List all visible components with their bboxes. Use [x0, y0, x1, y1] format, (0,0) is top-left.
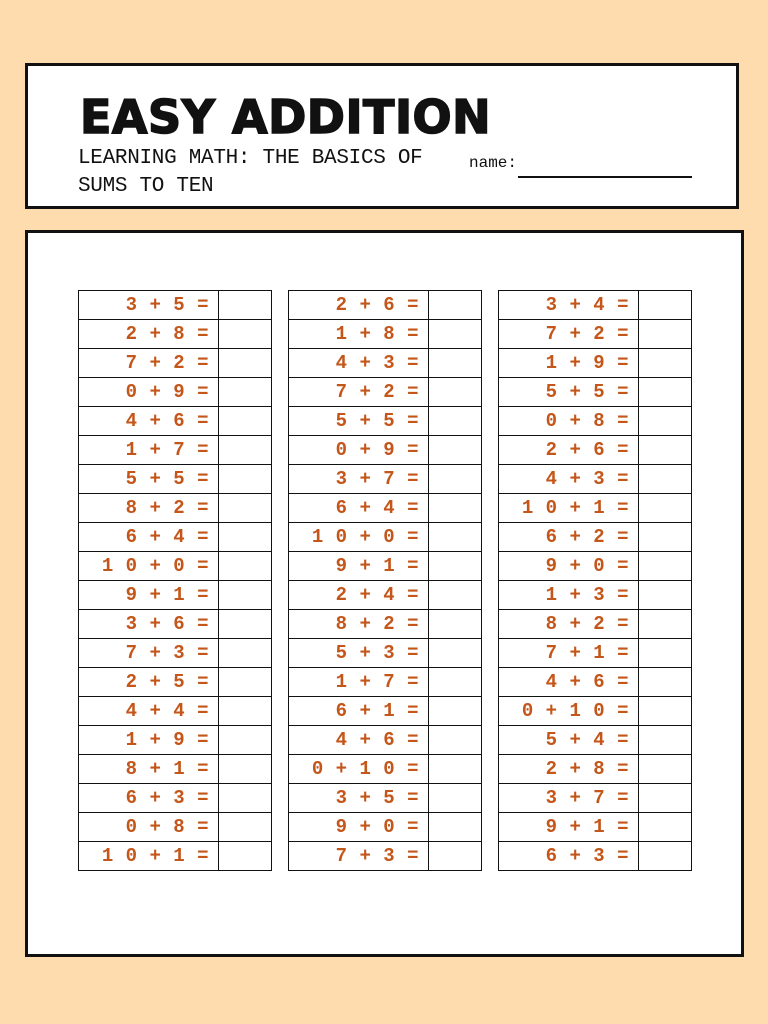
- equation: 2 + 6 =: [499, 436, 639, 465]
- answer-box[interactable]: [219, 668, 272, 697]
- equation: 1 + 8 =: [289, 320, 429, 349]
- equation: 9 + 1 =: [499, 813, 639, 842]
- answer-box[interactable]: [429, 813, 482, 842]
- answer-box[interactable]: [429, 349, 482, 378]
- equation: 0 + 9 =: [289, 436, 429, 465]
- answer-box[interactable]: [639, 552, 692, 581]
- problem-row: [79, 523, 272, 552]
- problem-row: [289, 639, 482, 668]
- problem-row: [79, 349, 272, 378]
- problem-row: [79, 407, 272, 436]
- problem-row: [79, 697, 272, 726]
- problem-row: [289, 552, 482, 581]
- equation: 1 + 7 =: [289, 668, 429, 697]
- equation: 5 + 5 =: [79, 465, 219, 494]
- answer-box[interactable]: [429, 581, 482, 610]
- answer-box[interactable]: [429, 407, 482, 436]
- problem-row: [499, 407, 692, 436]
- equation: 6 + 4 =: [289, 494, 429, 523]
- problem-row: [499, 784, 692, 813]
- equation: 2 + 5 =: [79, 668, 219, 697]
- problem-row: [289, 494, 482, 523]
- problem-row: [79, 668, 272, 697]
- equation: 3 + 4 =: [499, 291, 639, 320]
- problem-row: [499, 320, 692, 349]
- equation: 3 + 5 =: [79, 291, 219, 320]
- answer-box[interactable]: [219, 407, 272, 436]
- answer-box[interactable]: [429, 494, 482, 523]
- answer-box[interactable]: [429, 436, 482, 465]
- answer-box[interactable]: [219, 610, 272, 639]
- problem-row: [289, 581, 482, 610]
- equation: 9 + 1 =: [79, 581, 219, 610]
- answer-box[interactable]: [639, 291, 692, 320]
- answer-box[interactable]: [639, 726, 692, 755]
- name-input-line[interactable]: [518, 176, 692, 178]
- equation: 9 + 0 =: [289, 813, 429, 842]
- problem-column-3: [498, 290, 692, 871]
- equation: 1 + 9 =: [499, 349, 639, 378]
- answer-box[interactable]: [429, 610, 482, 639]
- problem-row: [499, 378, 692, 407]
- answer-box[interactable]: [639, 813, 692, 842]
- answer-box[interactable]: [219, 842, 272, 871]
- problem-row: [499, 813, 692, 842]
- problem-row: [499, 668, 692, 697]
- equation: 1 + 3 =: [499, 581, 639, 610]
- equation: 6 + 1 =: [289, 697, 429, 726]
- equation: 1 0 + 1 =: [499, 494, 639, 523]
- problem-column-1: [78, 290, 272, 871]
- equation: 1 + 7 =: [79, 436, 219, 465]
- equation: 1 0 + 1 =: [79, 842, 219, 871]
- problem-row: [289, 465, 482, 494]
- answer-box[interactable]: [639, 668, 692, 697]
- problem-row: [499, 436, 692, 465]
- header-box: [25, 63, 739, 209]
- equation: 0 + 9 =: [79, 378, 219, 407]
- problem-row: [79, 726, 272, 755]
- answer-box[interactable]: [639, 755, 692, 784]
- problem-row: [289, 291, 482, 320]
- equation: 5 + 4 =: [499, 726, 639, 755]
- equation: 7 + 2 =: [289, 378, 429, 407]
- equation: 8 + 2 =: [499, 610, 639, 639]
- problem-row: [79, 552, 272, 581]
- problem-row: [79, 842, 272, 871]
- answer-box[interactable]: [429, 755, 482, 784]
- answer-box[interactable]: [429, 378, 482, 407]
- problem-row: [79, 639, 272, 668]
- answer-box[interactable]: [219, 523, 272, 552]
- equation: 5 + 5 =: [499, 378, 639, 407]
- answer-box[interactable]: [639, 639, 692, 668]
- answer-box[interactable]: [429, 639, 482, 668]
- problem-row: [79, 755, 272, 784]
- problem-row: [289, 842, 482, 871]
- answer-box[interactable]: [219, 639, 272, 668]
- problem-row: [79, 784, 272, 813]
- equation: 1 0 + 0 =: [79, 552, 219, 581]
- equation: 4 + 4 =: [79, 697, 219, 726]
- problem-row: [79, 291, 272, 320]
- answer-box[interactable]: [639, 465, 692, 494]
- answer-box[interactable]: [639, 349, 692, 378]
- problem-row: [79, 610, 272, 639]
- equation: 6 + 2 =: [499, 523, 639, 552]
- problem-row: [289, 755, 482, 784]
- problem-row: [79, 465, 272, 494]
- equation: 9 + 0 =: [499, 552, 639, 581]
- problem-row: [79, 320, 272, 349]
- equation: 0 + 1 0 =: [499, 697, 639, 726]
- equation: 0 + 1 0 =: [289, 755, 429, 784]
- equation: 7 + 2 =: [79, 349, 219, 378]
- equation: 2 + 8 =: [79, 320, 219, 349]
- equation: 8 + 2 =: [79, 494, 219, 523]
- answer-box[interactable]: [429, 726, 482, 755]
- problem-row: [499, 465, 692, 494]
- problem-row: [499, 523, 692, 552]
- problem-row: [79, 581, 272, 610]
- answer-box[interactable]: [429, 465, 482, 494]
- answer-box[interactable]: [429, 784, 482, 813]
- answer-box[interactable]: [219, 378, 272, 407]
- answer-box[interactable]: [639, 407, 692, 436]
- worksheet-subtitle: LEARNING MATH: THE BASICS OF SUMS TO TEN: [78, 147, 423, 198]
- answer-box[interactable]: [639, 610, 692, 639]
- problem-row: [289, 378, 482, 407]
- problem-row: [289, 407, 482, 436]
- answer-box[interactable]: [639, 523, 692, 552]
- problem-row: [289, 697, 482, 726]
- problem-row: [79, 813, 272, 842]
- equation: 6 + 3 =: [79, 784, 219, 813]
- problem-row: [499, 842, 692, 871]
- answer-box[interactable]: [429, 523, 482, 552]
- problem-row: [499, 291, 692, 320]
- answer-box[interactable]: [219, 784, 272, 813]
- answer-box[interactable]: [429, 668, 482, 697]
- answer-box[interactable]: [219, 813, 272, 842]
- equation: 3 + 7 =: [499, 784, 639, 813]
- answer-box[interactable]: [219, 291, 272, 320]
- problem-row: [79, 436, 272, 465]
- problem-row: [499, 610, 692, 639]
- problem-row: [499, 639, 692, 668]
- answer-box[interactable]: [219, 755, 272, 784]
- problem-row: [499, 726, 692, 755]
- equation: 1 + 9 =: [79, 726, 219, 755]
- equation: 4 + 6 =: [289, 726, 429, 755]
- problem-row: [289, 436, 482, 465]
- problem-row: [499, 755, 692, 784]
- answer-box[interactable]: [639, 320, 692, 349]
- problem-row: [499, 552, 692, 581]
- problem-row: [289, 349, 482, 378]
- answer-box[interactable]: [219, 494, 272, 523]
- equation: 4 + 6 =: [499, 668, 639, 697]
- equation: 7 + 1 =: [499, 639, 639, 668]
- answer-box[interactable]: [639, 436, 692, 465]
- equation: 4 + 3 =: [289, 349, 429, 378]
- equation: 7 + 3 =: [289, 842, 429, 871]
- answer-box[interactable]: [639, 842, 692, 871]
- answer-box[interactable]: [219, 320, 272, 349]
- problem-row: [79, 378, 272, 407]
- equation: 4 + 6 =: [79, 407, 219, 436]
- equation: 2 + 8 =: [499, 755, 639, 784]
- equation: 4 + 3 =: [499, 465, 639, 494]
- problem-row: [499, 697, 692, 726]
- equation: 2 + 6 =: [289, 291, 429, 320]
- problem-column-2: [288, 290, 482, 871]
- answer-box[interactable]: [429, 552, 482, 581]
- answer-box[interactable]: [639, 581, 692, 610]
- answer-box[interactable]: [429, 842, 482, 871]
- problem-row: [79, 494, 272, 523]
- equation: 1 0 + 0 =: [289, 523, 429, 552]
- problem-row: [289, 668, 482, 697]
- equation: 3 + 5 =: [289, 784, 429, 813]
- answer-box[interactable]: [219, 349, 272, 378]
- problem-row: [289, 813, 482, 842]
- equation: 8 + 1 =: [79, 755, 219, 784]
- answer-box[interactable]: [639, 494, 692, 523]
- answer-box[interactable]: [429, 291, 482, 320]
- worksheet-title: EASY ADDITION: [80, 90, 492, 144]
- answer-box[interactable]: [429, 320, 482, 349]
- equation: 6 + 4 =: [79, 523, 219, 552]
- answer-box[interactable]: [219, 697, 272, 726]
- problem-row: [499, 581, 692, 610]
- equation: 5 + 5 =: [289, 407, 429, 436]
- exercise-panel: [25, 230, 744, 957]
- equation: 7 + 3 =: [79, 639, 219, 668]
- answer-box[interactable]: [219, 581, 272, 610]
- problem-row: [289, 610, 482, 639]
- answer-box[interactable]: [219, 465, 272, 494]
- answer-box[interactable]: [639, 784, 692, 813]
- equation: 0 + 8 =: [79, 813, 219, 842]
- name-label: name:: [469, 154, 518, 172]
- equation: 0 + 8 =: [499, 407, 639, 436]
- equation: 2 + 4 =: [289, 581, 429, 610]
- equation: 9 + 1 =: [289, 552, 429, 581]
- problem-row: [499, 494, 692, 523]
- equation: 3 + 7 =: [289, 465, 429, 494]
- equation: 3 + 6 =: [79, 610, 219, 639]
- answer-box[interactable]: [219, 436, 272, 465]
- answer-box[interactable]: [429, 697, 482, 726]
- equation: 7 + 2 =: [499, 320, 639, 349]
- problem-row: [289, 726, 482, 755]
- equation: 5 + 3 =: [289, 639, 429, 668]
- problem-row: [289, 320, 482, 349]
- answer-box[interactable]: [219, 552, 272, 581]
- equation: 6 + 3 =: [499, 842, 639, 871]
- problem-row: [289, 784, 482, 813]
- answer-box[interactable]: [219, 726, 272, 755]
- answer-box[interactable]: [639, 378, 692, 407]
- problem-row: [499, 349, 692, 378]
- answer-box[interactable]: [639, 697, 692, 726]
- problem-row: [289, 523, 482, 552]
- equation: 8 + 2 =: [289, 610, 429, 639]
